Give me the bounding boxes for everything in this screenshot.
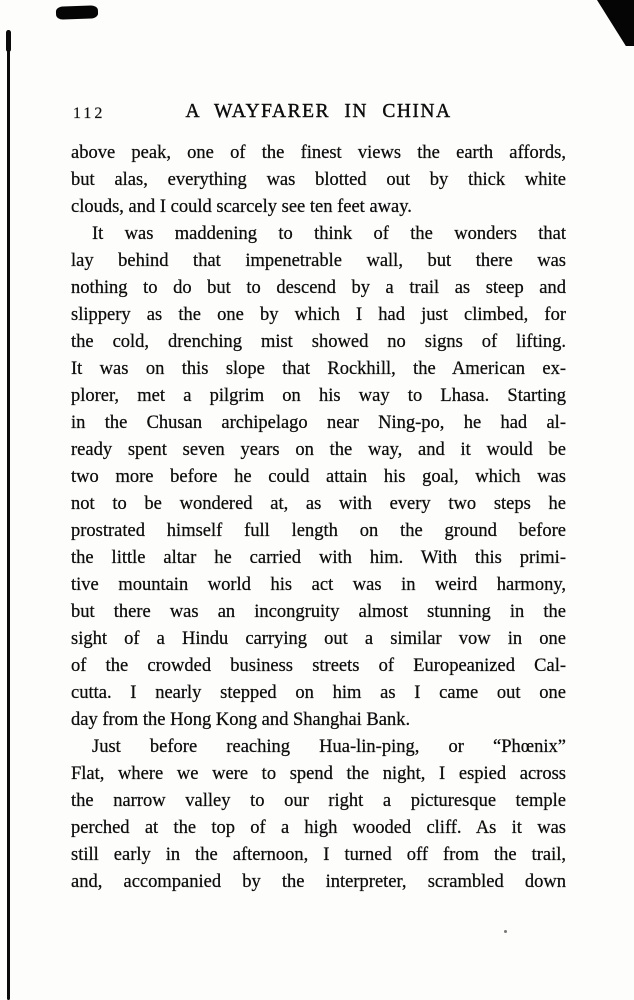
text-line: lay behind that impenetrable wall, but there was [71,251,566,271]
text-line: cutta. I nearly stepped on him as I came out one [71,683,566,703]
text-line: ready spent seven years on the way, and it would be [71,440,566,460]
text-line: plorer, met a pilgrim on his way to Lhasa. Starting [71,386,566,406]
text-line: not to be wondered at, as with every two steps he [71,494,566,514]
text-line: the little altar he carried with him. With this primi- [71,548,566,568]
text-line: Just before reaching Hua-lin-ping, or “Phœnix” [92,737,566,757]
text-line: clouds, and I could scarcely see ten feet away. [71,197,412,217]
text-line: prostrated himself full length on the ground before [71,521,566,541]
running-title: A WAYFARER IN CHINA [185,101,452,122]
text-line: It was maddening to think of the wonders that [92,224,566,244]
text-line: but there was an incongruity almost stunning in the [71,602,566,622]
text-line: sight of a Hindu carrying out a similar vow in one [71,629,566,649]
text-line: the cold, drenching mist showed no signs of lifting. [71,332,566,352]
text-line: nothing to do but to descend by a trail as steep and [71,278,566,298]
text-line: above peak, one of the finest views the earth affords, [71,143,566,163]
text-line: slippery as the one by which I had just climbed, for [71,305,566,325]
text-line: of the crowded business streets of Europeanized Cal- [71,656,566,676]
page-number: 112 [73,105,106,122]
text-line: tive mountain world his act was in weird harmony, [71,575,566,595]
text-line: It was on this slope that Rockhill, the American ex- [71,359,566,379]
running-head [71,101,566,127]
text-line: the narrow valley to our right a picturesque temple [71,791,566,811]
text-line: Flat, where we were to spend the night, I espied across [71,764,566,784]
scan-artifact-top-left [56,5,98,19]
text-line: day from the Hong Kong and Shanghai Bank. [71,710,411,730]
text-line: two more before he could attain his goal, which was [71,467,566,487]
scan-artifact-left-edge [7,30,10,1000]
text-line: but alas, everything was blotted out by thick white [71,170,566,190]
text-line: in the Chusan archipelago near Ning-po, he had al- [71,413,566,433]
text-line: and, accompanied by the interpreter, scrambled down [71,872,566,892]
scan-artifact-top-right [597,0,634,46]
scan-artifact-dot [504,930,507,933]
text-line: still early in the afternoon, I turned off from the trail, [71,845,566,865]
text-line: perched at the top of a high wooded cliff. As it was [71,818,566,838]
page-body [71,140,566,896]
